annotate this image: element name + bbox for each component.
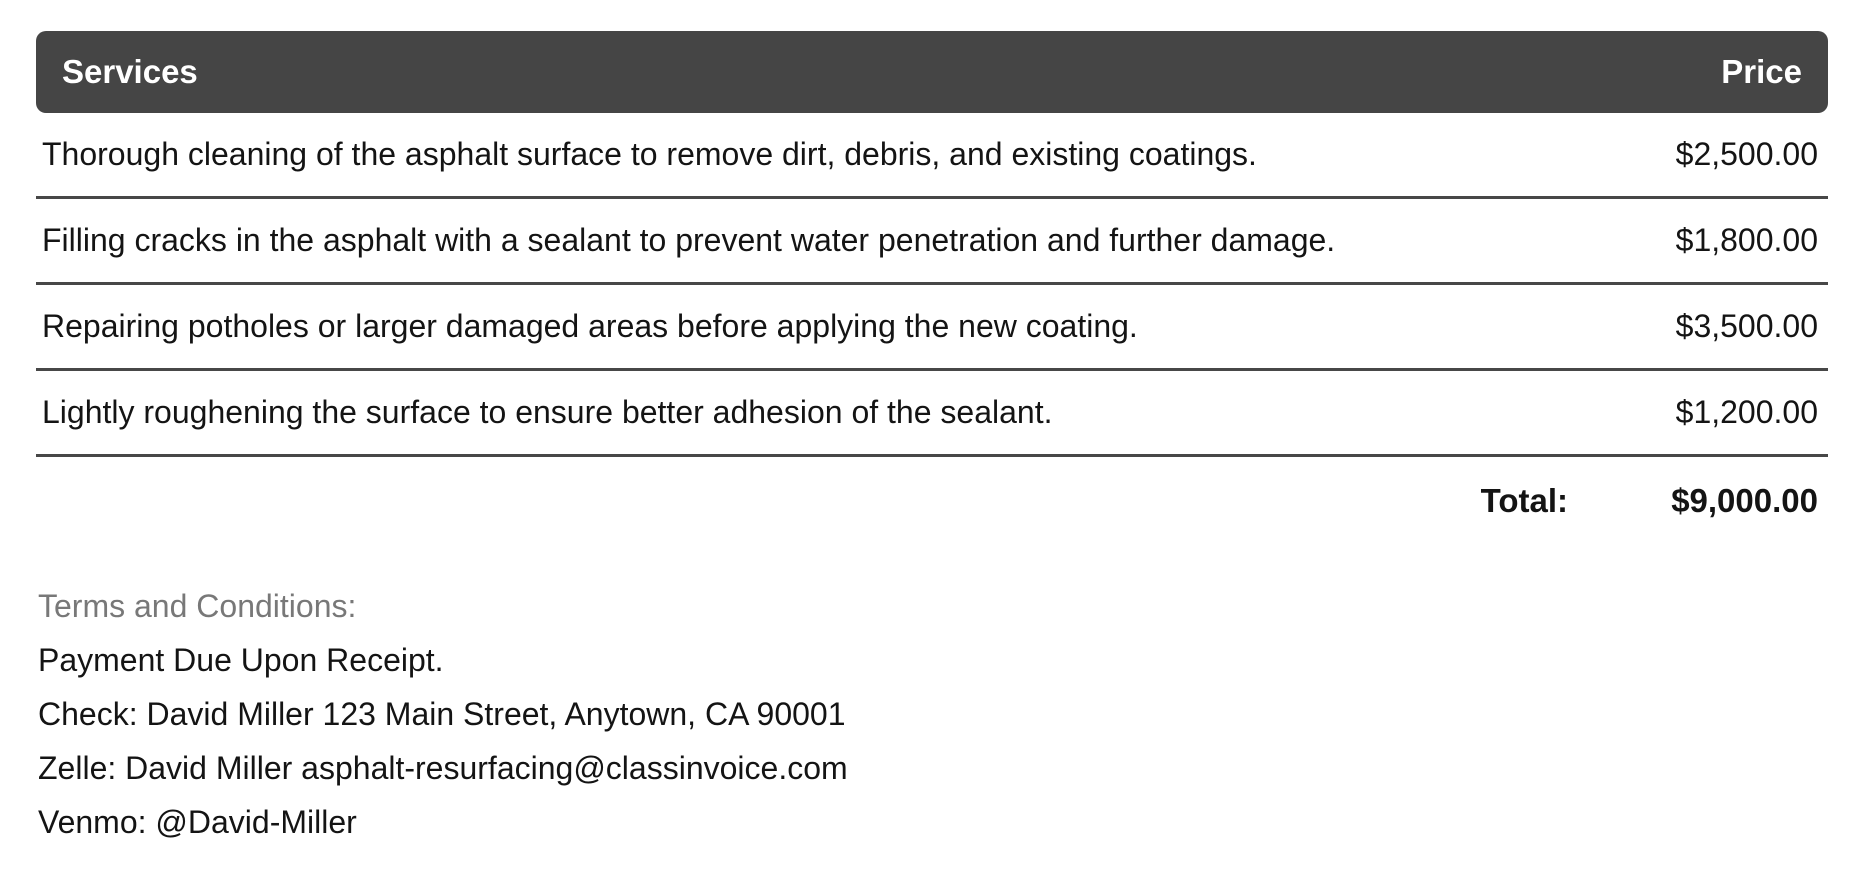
services-price-table	[36, 31, 1828, 545]
table-row	[36, 371, 1828, 457]
total-value: $9,000.00	[1671, 482, 1818, 519]
terms-heading: Terms and Conditions:	[38, 588, 357, 624]
table-row	[36, 199, 1828, 285]
terms-zelle-line: Zelle: David Miller asphalt-resurfacing@classinvoice.com	[38, 750, 848, 786]
total-label: Total:	[1480, 482, 1568, 519]
total-row	[36, 457, 1828, 545]
service-description: Thorough cleaning of the asphalt surface to remove dirt, debris, and existing coatings.	[36, 113, 1576, 199]
table-row	[36, 113, 1828, 199]
terms-payment-due-line: Payment Due Upon Receipt.	[38, 642, 444, 678]
terms-check-line: Check: David Miller 123 Main Street, Anytown, CA 90001	[38, 696, 846, 732]
service-price: $2,500.00	[1576, 113, 1828, 199]
table-row	[36, 285, 1828, 371]
services-column-header: Services	[36, 31, 1576, 113]
service-description: Repairing potholes or larger damaged areas before applying the new coating.	[36, 285, 1576, 371]
terms-and-conditions-section	[38, 579, 1828, 849]
service-description: Filling cracks in the asphalt with a sealant to prevent water penetration and further damage.	[36, 199, 1576, 285]
service-price: $1,800.00	[1576, 199, 1828, 285]
table-header-row	[36, 31, 1828, 113]
terms-venmo-line: Venmo: @David-Miller	[38, 804, 357, 840]
service-description: Lightly roughening the surface to ensure better adhesion of the sealant.	[36, 371, 1576, 457]
service-price: $3,500.00	[1576, 285, 1828, 371]
price-column-header: Price	[1576, 31, 1828, 113]
service-price: $1,200.00	[1576, 371, 1828, 457]
